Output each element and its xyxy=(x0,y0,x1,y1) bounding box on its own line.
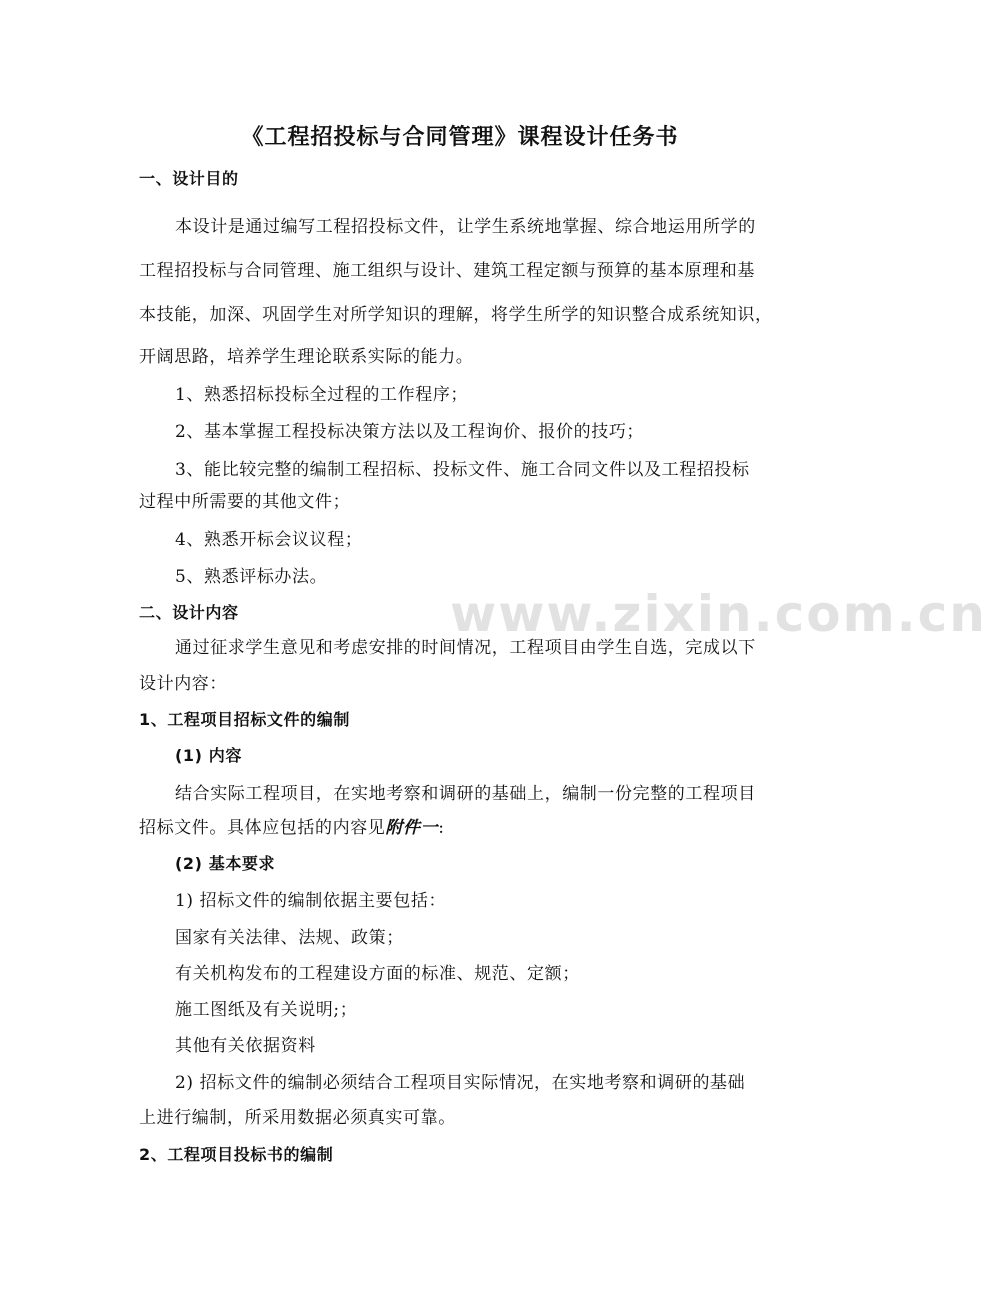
list-item: 5、熟悉评标办法。 xyxy=(175,567,328,587)
list-item: 2、基本掌握工程投标决策方法以及工程询价、报价的技巧； xyxy=(175,422,645,442)
list-item: 3、能比较完整的编制工程招标、投标文件、施工合同文件以及工程招投标 xyxy=(175,460,750,480)
requirement-line: 2) 招标文件的编制必须结合工程项目实际情况，在实地考察和调研的基础 xyxy=(175,1073,746,1093)
section-heading-design-content: 二、设计内容 xyxy=(139,603,239,622)
list-item: 过程中所需要的其他文件； xyxy=(139,492,351,512)
section-heading-design-purpose: 一、设计目的 xyxy=(139,169,239,188)
requirement-line: 施工图纸及有关说明;； xyxy=(175,1000,358,1020)
paragraph-line: 设计内容： xyxy=(139,674,227,694)
requirement-line: 1) 招标文件的编制依据主要包括： xyxy=(175,891,447,911)
requirement-line: 国家有关法律、法规、政策； xyxy=(175,928,404,948)
paragraph-line: 结合实际工程项目，在实地考察和调研的基础上，编制一份完整的工程项目 xyxy=(175,784,756,804)
text-run: 招标文件。具体应包括的内容见 xyxy=(139,818,386,838)
requirement-line: 有关机构发布的工程建设方面的标准、规范、定额； xyxy=(175,964,580,984)
paragraph-line: 本技能，加深、巩固学生对所学知识的理解，将学生所学的知识整合成系统知识， xyxy=(139,305,773,325)
paragraph-line: 开阔思路，培养学生理论联系实际的能力。 xyxy=(139,347,474,367)
list-item: 1、熟悉招标投标全过程的工作程序； xyxy=(175,385,469,405)
subsection-heading-tender-docs: 1、工程项目招标文件的编制 xyxy=(139,710,350,729)
requirement-line: 其他有关依据资料 xyxy=(175,1036,316,1056)
watermark: www.zixin.com.cn xyxy=(450,585,987,643)
text-run: : xyxy=(438,818,445,838)
paragraph-line: 通过征求学生意见和考虑安排的时间情况，工程项目由学生自选，完成以下 xyxy=(175,638,756,658)
attachment-reference: 附件一 xyxy=(385,818,439,838)
subsection-heading-bid-docs: 2、工程项目投标书的编制 xyxy=(139,1145,334,1164)
list-item: 4、熟悉开标会议议程； xyxy=(175,530,363,550)
requirements-heading: (2) 基本要求 xyxy=(175,854,276,873)
paragraph-line xyxy=(139,816,445,840)
document-title: 《工程招投标与合同管理》课程设计任务书 xyxy=(241,124,679,150)
paragraph-line: 本设计是通过编写工程招投标文件，让学生系统地掌握、综合地运用所学的 xyxy=(175,217,756,237)
paragraph-line: 工程招投标与合同管理、施工组织与设计、建筑工程定额与预算的基本原理和基 xyxy=(139,261,755,281)
requirement-line: 上进行编制，所采用数据必须真实可靠。 xyxy=(139,1108,456,1128)
content-heading: (1) 内容 xyxy=(175,746,242,765)
